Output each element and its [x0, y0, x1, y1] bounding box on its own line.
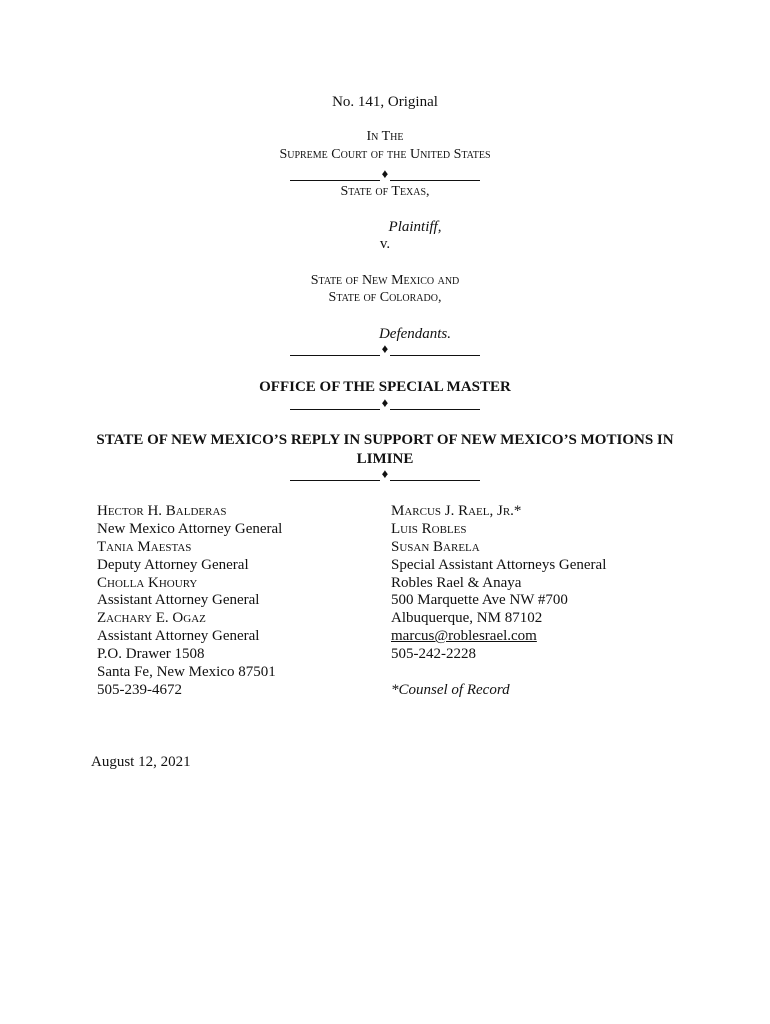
defendant-line-2: State of Colorado,: [328, 290, 442, 305]
city-state-zip: Santa Fe, New Mexico 87501: [97, 664, 276, 681]
attorney-name: Marcus J. Rael, Jr.*: [391, 503, 522, 519]
plaintiff-role: Plaintiff,: [388, 219, 442, 235]
phone-number: 505-239-4672: [97, 681, 182, 698]
city-state-zip: Albuquerque, NM 87102: [391, 610, 543, 627]
section-divider-1: [290, 166, 480, 183]
firm-name: Robles Rael & Anaya: [391, 574, 522, 591]
defendant-line-1: State of New Mexico and: [310, 273, 460, 288]
attorney-title: Assistant Attorney General: [97, 628, 260, 645]
attorney-title: Special Assistant Attorneys General: [391, 556, 607, 573]
court-line-2: Supreme Court of the United States: [279, 147, 491, 162]
attorney-name: Zachary E. Ogaz: [97, 610, 206, 627]
attorney-title: New Mexico Attorney General: [97, 520, 283, 537]
counsel-note: *Counsel of Record: [391, 681, 510, 698]
diamond-icon: ♦: [381, 466, 389, 481]
plaintiff-name: State of Texas,: [340, 184, 430, 199]
attorney-name: Luis Robles: [391, 520, 467, 537]
attorney-name: Hector H. Balderas: [97, 503, 227, 519]
filing-date: August 12, 2021: [91, 754, 191, 770]
street-address: 500 Marquette Ave NW #700: [391, 592, 568, 609]
section-divider-4: [290, 466, 480, 483]
phone-number: 505-242-2228: [391, 646, 476, 663]
attorney-name: Cholla Khoury: [97, 574, 198, 591]
email-link[interactable]: marcus@roblesrael.com: [391, 628, 537, 645]
case-number: No. 141, Original: [332, 94, 438, 110]
diamond-icon: ♦: [381, 166, 389, 181]
document-title-line-2: LIMINE: [356, 451, 414, 467]
document-title-line-1: STATE OF NEW MEXICO’S REPLY IN SUPPORT OF NEW MEXICO’S MOTIONS IN: [96, 432, 674, 448]
attorney-title: Assistant Attorney General: [97, 592, 260, 609]
left-counsel-block: [97, 503, 282, 700]
court-line-1: In The: [366, 129, 404, 144]
attorney-name: Tania Maestas: [97, 538, 192, 555]
attorney-title: Deputy Attorney General: [97, 556, 249, 573]
mailing-address: P.O. Drawer 1508: [97, 646, 205, 663]
attorney-name: Susan Barela: [391, 538, 480, 555]
right-counsel-block: [391, 503, 606, 700]
section-divider-2: [290, 341, 480, 358]
section-divider-3: [290, 395, 480, 412]
office-title: OFFICE OF THE SPECIAL MASTER: [259, 379, 511, 395]
versus: v.: [379, 236, 391, 252]
diamond-icon: ♦: [381, 395, 389, 410]
defendant-role: Defendants.: [378, 326, 452, 342]
diamond-icon: ♦: [381, 341, 389, 356]
